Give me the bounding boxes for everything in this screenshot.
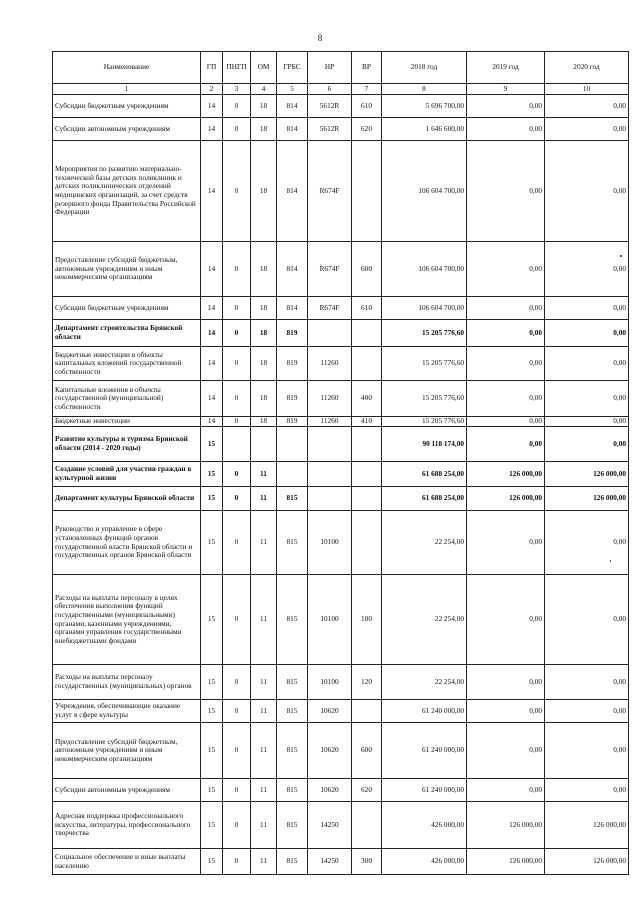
row-om-cell: 11 [251,487,277,511]
row-grbs-cell: 815 [277,700,308,723]
row-2018-cell: 61 240 000,00 [382,700,467,723]
row-nr-cell: 11260 [308,381,352,417]
row-vr-cell: 610 [352,95,382,118]
row-2018-cell: 90 118 174,00 [382,427,467,462]
row-pngp-cell: 0 [223,297,251,320]
row-grbs-cell: 819 [277,320,308,347]
table-row [53,487,629,511]
table-row [53,511,629,575]
row-name-cell: Развитие культуры и туризма Брянской области (2014 - 2020 годы) [53,427,201,462]
header-row [53,52,629,84]
row-2019-cell: 0,00 [467,665,545,700]
row-om-cell: 11 [251,700,277,723]
header-number: 1 [53,84,201,95]
row-2020-cell: 0,00 [545,427,629,462]
row-2020-cell: 126 000,00 [545,802,629,849]
table-row [53,95,629,118]
row-2019-cell: 0,00 [467,723,545,779]
row-nr-cell: 10100 [308,575,352,665]
row-om-cell: 11 [251,779,277,802]
row-name-cell: Адресная поддержка профессионального искусства, литературы, профессионального творчества [53,802,201,849]
row-2019-cell: 0,00 [467,95,545,118]
row-vr-cell: 600 [352,723,382,779]
row-grbs-cell: 819 [277,417,308,427]
row-name-cell: Руководство и управление в сфере установленных функций органов государственной власти Брянской области и государственных органов Брянской области [53,511,201,575]
row-om-cell: 11 [251,849,277,875]
row-om-cell: 18 [251,381,277,417]
row-gp-cell: 15 [201,665,223,700]
row-2019-cell: 126 000,00 [467,849,545,875]
header-number: 4 [251,84,277,95]
row-grbs-cell: 814 [277,95,308,118]
row-2018-cell: 426 000,00 [382,849,467,875]
row-pngp-cell: 0 [223,320,251,347]
row-vr-cell [352,487,382,511]
row-2018-cell: 106 604 700,00 [382,297,467,320]
header-2019: 2019 год [467,52,545,84]
row-gp-cell: 15 [201,849,223,875]
row-vr-cell: 300 [352,849,382,875]
row-om-cell: 11 [251,511,277,575]
table-row [53,427,629,462]
row-grbs-cell: 815 [277,849,308,875]
row-name-cell: Расходы на выплаты персоналу государственных (муниципальных) органов [53,665,201,700]
row-nr-cell [308,320,352,347]
row-2018-cell: 426 000,00 [382,802,467,849]
row-vr-cell: 620 [352,118,382,141]
row-pngp-cell: 0 [223,141,251,242]
row-name-cell: Субсидии бюджетным учреждениям [53,297,201,320]
row-2019-cell: 0,00 [467,381,545,417]
row-om-cell: 11 [251,802,277,849]
row-vr-cell [352,511,382,575]
table-row [53,575,629,665]
row-2018-cell: 15 205 776,60 [382,347,467,381]
row-2018-cell: 15 205 776,60 [382,320,467,347]
row-gp-cell: 14 [201,95,223,118]
row-nr-cell: 10620 [308,700,352,723]
row-2020-cell: 0,00 [545,95,629,118]
row-2018-cell: 1 646 600,00 [382,118,467,141]
row-om-cell: 11 [251,575,277,665]
header-gp: ГП [201,52,223,84]
row-gp-cell: 14 [201,297,223,320]
header-number-row [53,84,629,95]
header-number: 6 [308,84,352,95]
row-2019-cell: 0,00 [467,297,545,320]
row-vr-cell [352,802,382,849]
row-name-cell: Субсидии автономным учреждениям [53,118,201,141]
row-grbs-cell: 815 [277,802,308,849]
row-grbs-cell: 815 [277,575,308,665]
row-pngp-cell: 0 [223,575,251,665]
table-row [53,802,629,849]
row-gp-cell: 14 [201,417,223,427]
row-name-cell: Мероприятия по развитию материально-технической базы детских поликлиник и детских поликлинических отделений медицинских организаций, за счет средств резервного фонда Правительства Российской Федерации [53,141,201,242]
row-2018-cell: 22 254,00 [382,511,467,575]
row-2020-cell: 0,00 [545,297,629,320]
row-name-cell: Субсидии бюджетным учреждениям [53,95,201,118]
row-vr-cell: 400 [352,381,382,417]
header-grbs: ГРБС [277,52,308,84]
row-gp-cell: 14 [201,141,223,242]
row-2018-cell: 106 604 700,00 [382,242,467,297]
row-grbs-cell: 814 [277,297,308,320]
row-om-cell: 18 [251,242,277,297]
table-row [53,723,629,779]
row-nr-cell: 11260 [308,347,352,381]
row-nr-cell [308,462,352,487]
header-nr: НР [308,52,352,84]
header-number: 3 [223,84,251,95]
row-2019-cell: 126 000,00 [467,802,545,849]
row-2018-cell: 61 688 254,00 [382,487,467,511]
row-pngp-cell: 0 [223,700,251,723]
row-gp-cell: 14 [201,381,223,417]
row-name-cell: Бюджетные инвестиции в объекты капитальных вложений государственной собственности [53,347,201,381]
row-2018-cell: 106 604 700,00 [382,141,467,242]
row-gp-cell: 14 [201,320,223,347]
row-grbs-cell: 815 [277,487,308,511]
row-2018-cell: 15 205 776,60 [382,381,467,417]
row-gp-cell: 15 [201,779,223,802]
row-2020-cell: 126 000,00 [545,849,629,875]
header-pngp: ПНГП [223,52,251,84]
row-vr-cell [352,347,382,381]
row-om-cell: 18 [251,297,277,320]
row-gp-cell: 15 [201,427,223,462]
row-nr-cell: 10620 [308,723,352,779]
row-2018-cell: 61 240 000,00 [382,723,467,779]
row-2020-cell: 126 000,00 [545,462,629,487]
table-row [53,242,629,297]
table-row [53,297,629,320]
row-2020-cell: 0,00 [545,141,629,242]
row-name-cell: Бюджетные инвестиции [53,417,201,427]
row-2018-cell: 22 254,00 [382,575,467,665]
row-gp-cell: 15 [201,700,223,723]
row-nr-cell: 10100 [308,665,352,700]
row-vr-cell [352,141,382,242]
budget-table [52,51,629,875]
row-2020-cell: 0,00 [545,511,629,575]
row-2020-cell: 0,00 [545,381,629,417]
table-row [53,347,629,381]
row-om-cell: 11 [251,723,277,779]
row-gp-cell: 15 [201,462,223,487]
row-pngp-cell: 0 [223,723,251,779]
header-vr: ВР [352,52,382,84]
row-name-cell: Предоставление субсидий бюджетным, автономным учреждениям и иным некоммерческим организациям [53,242,201,297]
table-row [53,381,629,417]
row-nr-cell: 14250 [308,849,352,875]
row-2020-cell: 0,00 [545,320,629,347]
header-om: ОМ [251,52,277,84]
header-name: Наименование [53,52,201,84]
row-nr-cell: 11260 [308,417,352,427]
row-pngp-cell: 0 [223,417,251,427]
row-grbs-cell: 815 [277,511,308,575]
row-om-cell: 18 [251,141,277,242]
row-grbs-cell: 819 [277,381,308,417]
row-vr-cell: 610 [352,297,382,320]
header-number: 5 [277,84,308,95]
row-om-cell: 11 [251,665,277,700]
row-pngp-cell: 0 [223,242,251,297]
header-2020: 2020 год [545,52,629,84]
row-om-cell: 18 [251,320,277,347]
row-vr-cell [352,700,382,723]
row-om-cell: 18 [251,417,277,427]
row-2019-cell: 0,00 [467,779,545,802]
table-row [53,320,629,347]
table-row [53,462,629,487]
row-vr-cell: 600 [352,242,382,297]
row-nr-cell: R674F [308,141,352,242]
row-vr-cell: 100 [352,575,382,665]
header-number: 10 [545,84,629,95]
header-number: 7 [352,84,382,95]
row-name-cell: Капитальные вложения в объекты государственной (муниципальной) собственности [53,381,201,417]
row-2018-cell: 5 696 700,00 [382,95,467,118]
row-pngp-cell: 0 [223,511,251,575]
header-number: 2 [201,84,223,95]
row-2020-cell: 0,00 [545,347,629,381]
row-pngp-cell: 0 [223,665,251,700]
row-2019-cell: 0,00 [467,242,545,297]
row-pngp-cell: 0 [223,118,251,141]
row-2020-cell: 0,00 [545,779,629,802]
row-gp-cell: 14 [201,347,223,381]
row-2019-cell: 0,00 [467,427,545,462]
row-om-cell: 18 [251,95,277,118]
row-grbs-cell: 814 [277,141,308,242]
row-2020-cell: 0,00 [545,118,629,141]
row-2019-cell: 0,00 [467,417,545,427]
row-om-cell: 11 [251,462,277,487]
row-pngp-cell [223,427,251,462]
row-2019-cell: 0,00 [467,347,545,381]
header-2018: 2018 год [382,52,467,84]
row-2020-cell: 0,00 [545,242,629,297]
row-vr-cell: 620 [352,779,382,802]
table-row [53,665,629,700]
row-nr-cell: 5612R [308,95,352,118]
row-pngp-cell: 0 [223,381,251,417]
row-name-cell: Предоставление субсидий бюджетным, автономным учреждениям и иным некоммерческим организациям [53,723,201,779]
row-grbs-cell: 814 [277,118,308,141]
row-2020-cell: 126 000,00 [545,487,629,511]
row-2018-cell: 15 205 776,60 [382,417,467,427]
row-om-cell: 18 [251,118,277,141]
table-body [53,95,629,875]
header-number: 9 [467,84,545,95]
row-2020-cell: 0,00 [545,700,629,723]
row-vr-cell [352,320,382,347]
row-2019-cell: 126 000,00 [467,487,545,511]
row-2020-cell: 0,00 [545,417,629,427]
row-2019-cell: 0,00 [467,575,545,665]
row-vr-cell [352,427,382,462]
row-grbs-cell: 814 [277,242,308,297]
table-row [53,700,629,723]
row-grbs-cell: 819 [277,347,308,381]
row-gp-cell: 14 [201,242,223,297]
row-pngp-cell: 0 [223,779,251,802]
row-2019-cell: 0,00 [467,320,545,347]
row-name-cell: Субсидии автономным учреждениям [53,779,201,802]
row-name-cell: Департамент культуры Брянской области [53,487,201,511]
row-name-cell: Расходы на выплаты персоналу в целях обеспечения выполнения функций государственными (муниципальными) органами, казенными учреждениями, органами управления государственными внебюджетными фондами [53,575,201,665]
table-row [53,141,629,242]
row-om-cell: 18 [251,347,277,381]
row-nr-cell: R674F [308,242,352,297]
row-pngp-cell: 0 [223,95,251,118]
row-vr-cell [352,462,382,487]
row-2019-cell: 126 000,00 [467,462,545,487]
row-gp-cell: 14 [201,118,223,141]
row-2019-cell: 0,00 [467,118,545,141]
row-nr-cell [308,487,352,511]
row-nr-cell: 14250 [308,802,352,849]
row-vr-cell: 410 [352,417,382,427]
row-nr-cell: R674F [308,297,352,320]
row-pngp-cell: 0 [223,802,251,849]
row-2018-cell: 22 254,00 [382,665,467,700]
row-pngp-cell: 0 [223,462,251,487]
row-nr-cell: 10620 [308,779,352,802]
row-grbs-cell: 815 [277,665,308,700]
row-2018-cell: 61 240 000,00 [382,779,467,802]
row-nr-cell [308,427,352,462]
row-name-cell: Учреждения, обеспечивающие оказание услуг в сфере культуры [53,700,201,723]
row-name-cell: Создание условий для участия граждан в культурной жизни [53,462,201,487]
row-name-cell: Социальное обеспечение и иные выплаты населению [53,849,201,875]
row-om-cell [251,427,277,462]
table-row [53,849,629,875]
table-row [53,417,629,427]
row-name-cell: Департамент строительства Брянской области [53,320,201,347]
row-2020-cell: 0,00 [545,723,629,779]
table-row [53,118,629,141]
row-2019-cell: 0,00 [467,511,545,575]
table-row [53,779,629,802]
row-pngp-cell: 0 [223,347,251,381]
row-gp-cell: 15 [201,802,223,849]
row-2020-cell: 0,00 [545,665,629,700]
row-2018-cell: 61 688 254,00 [382,462,467,487]
row-2019-cell: 0,00 [467,700,545,723]
row-gp-cell: 15 [201,723,223,779]
row-nr-cell: 10100 [308,511,352,575]
page-number: 8 [317,33,323,43]
row-grbs-cell [277,427,308,462]
row-2019-cell: 0,00 [467,141,545,242]
header-number: 8 [382,84,467,95]
row-gp-cell: 15 [201,511,223,575]
row-nr-cell: 5612R [308,118,352,141]
row-grbs-cell [277,462,308,487]
row-vr-cell: 120 [352,665,382,700]
row-pngp-cell: 0 [223,487,251,511]
row-gp-cell: 15 [201,575,223,665]
row-grbs-cell: 815 [277,779,308,802]
row-2020-cell: 0,00 [545,575,629,665]
row-gp-cell: 15 [201,487,223,511]
row-grbs-cell: 815 [277,723,308,779]
row-pngp-cell: 0 [223,849,251,875]
